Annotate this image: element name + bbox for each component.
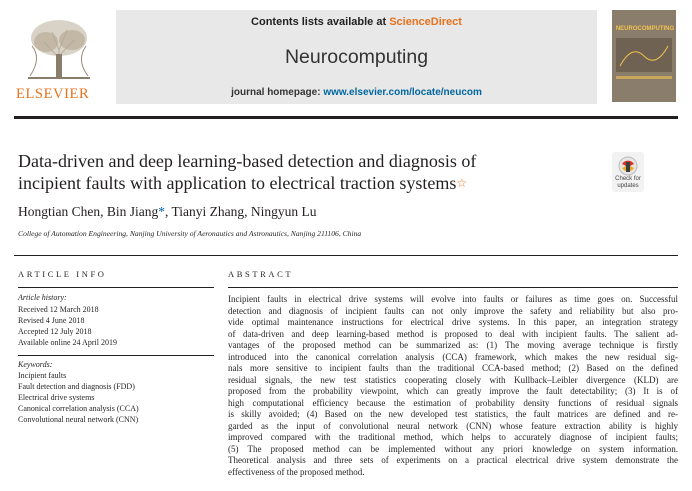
journal-homepage: [116, 87, 597, 98]
title-line-1: Data-driven and deep learning-based detection and diagnosis of: [18, 151, 477, 171]
abstract-line: vantages of the proposed method can be summarized as: (1) The moving average technique is firstly: [228, 340, 678, 350]
abstract-line: Theoretical analysis and three sets of experiments on a practical electrical drive system demonstrate the: [228, 455, 678, 465]
abstract-line: Incipient faults in electrical drive systems will evolve into faults or failures as time goes on. Successful: [228, 294, 678, 304]
history-item: Accepted 12 July 2018: [18, 327, 92, 336]
elsevier-tree-icon: [22, 18, 96, 80]
corresponding-author-mark[interactable]: *: [158, 204, 166, 219]
history-item: Revised 4 June 2018: [18, 316, 85, 325]
check-updates-line-1: Check for: [615, 176, 641, 182]
contents-prefix: Contents lists available at: [251, 16, 390, 28]
cover-artwork: [612, 10, 676, 102]
abstract-line: garded as the input of convolutional neural network (CNN) whose feature extraction ability is highly: [228, 420, 678, 431]
publisher-logo-text: ELSEVIER: [16, 86, 90, 102]
author-list: [18, 204, 317, 220]
homepage-link[interactable]: www.elsevier.com/locate/neucom: [323, 87, 482, 98]
history-label: Article history:: [18, 293, 67, 302]
contents-line: [116, 16, 597, 28]
author-name[interactable]: Hongtian Chen,: [18, 204, 107, 219]
abstract-line: residual signals, the new test statistics cooperating closely with Kullback–Leibler divergence (KLD) are: [228, 374, 678, 385]
abstract-heading: ABSTRACT: [228, 269, 294, 279]
header-divider: [14, 116, 678, 119]
keywords-divider: [18, 355, 214, 356]
check-updates-label: [606, 176, 650, 190]
abstract-line: is skilly avoided; (4) Based on the new developed test statistics, the fault matrices are defined and re-: [228, 409, 678, 419]
abstract-line: introduced into the canonical correlation analysis (CCA) framework, which makes the new residual sig-: [228, 351, 678, 362]
article-info-heading: ARTICLE INFO: [18, 269, 107, 279]
abstract-line: of data-driven and deep learning-based method is proposed to deal with incipient faults. The salient ad-: [228, 328, 678, 339]
keyword-item: Convolutional neural network (CNN): [18, 415, 139, 424]
cover-journal-title: NEUROCOMPUTING: [615, 26, 675, 32]
abstract-divider: [228, 287, 678, 288]
check-updates-line-2: updates: [617, 183, 639, 189]
abstract-line: (5) The proposed method can be implemented without any priori knowledge on system information.: [228, 443, 678, 454]
homepage-prefix: journal homepage:: [231, 87, 324, 98]
abstract-line: nals more sensitive to incipient faults than the traditional CCA-based method; (2) Based on the defined: [228, 363, 678, 373]
history-item: Available online 24 April 2019: [18, 338, 117, 347]
sciencedirect-link[interactable]: ScienceDirect: [389, 16, 462, 28]
article-title: [18, 150, 578, 194]
history-item: Received 12 March 2018: [18, 305, 99, 314]
article-info-divider: [18, 287, 214, 288]
abstract-line: effectiveness of the proposed method.: [228, 466, 365, 477]
title-line-2: incipient faults with application to electrical traction systems: [18, 173, 457, 193]
abstract-line: proposed from the probability viewpoint, which can greatly improve the fault detectability; (3) It is of: [228, 386, 678, 396]
abstract-line: detection and diagnosis of incipient faults can not only improve the safety and reliability but also pro-: [228, 305, 678, 316]
abstract-line: high computational efficiency because the estimation of probability density functions of residual signals: [228, 397, 678, 408]
keywords-label: Keywords:: [18, 360, 53, 369]
keyword-item: Fault detection and diagnosis (FDD): [18, 382, 135, 391]
keyword-item: Canonical correlation analysis (CCA): [18, 404, 139, 413]
author-name[interactable]: , Tianyi Zhang, Ningyun Lu: [165, 204, 317, 219]
abstract-line: vide optimal maintenance instructions for electrical drive systems. In this paper, an integration strategy: [228, 317, 678, 327]
keyword-item: Incipient faults: [18, 371, 67, 380]
journal-name: Neurocomputing: [284, 46, 429, 68]
title-footnote-star[interactable]: ☆: [456, 176, 468, 190]
author-name[interactable]: Bin Jiang: [106, 204, 159, 219]
keyword-item: Electrical drive systems: [18, 393, 95, 402]
title-divider: [14, 255, 678, 256]
affiliation: College of Automation Engineering, Nanjing University of Aeronautics and Astronautics, Nanjing 211106, China: [18, 229, 362, 238]
abstract-line: improved compared with the traditional method, which helps to accurately diagnose of incipient faults;: [228, 432, 678, 442]
